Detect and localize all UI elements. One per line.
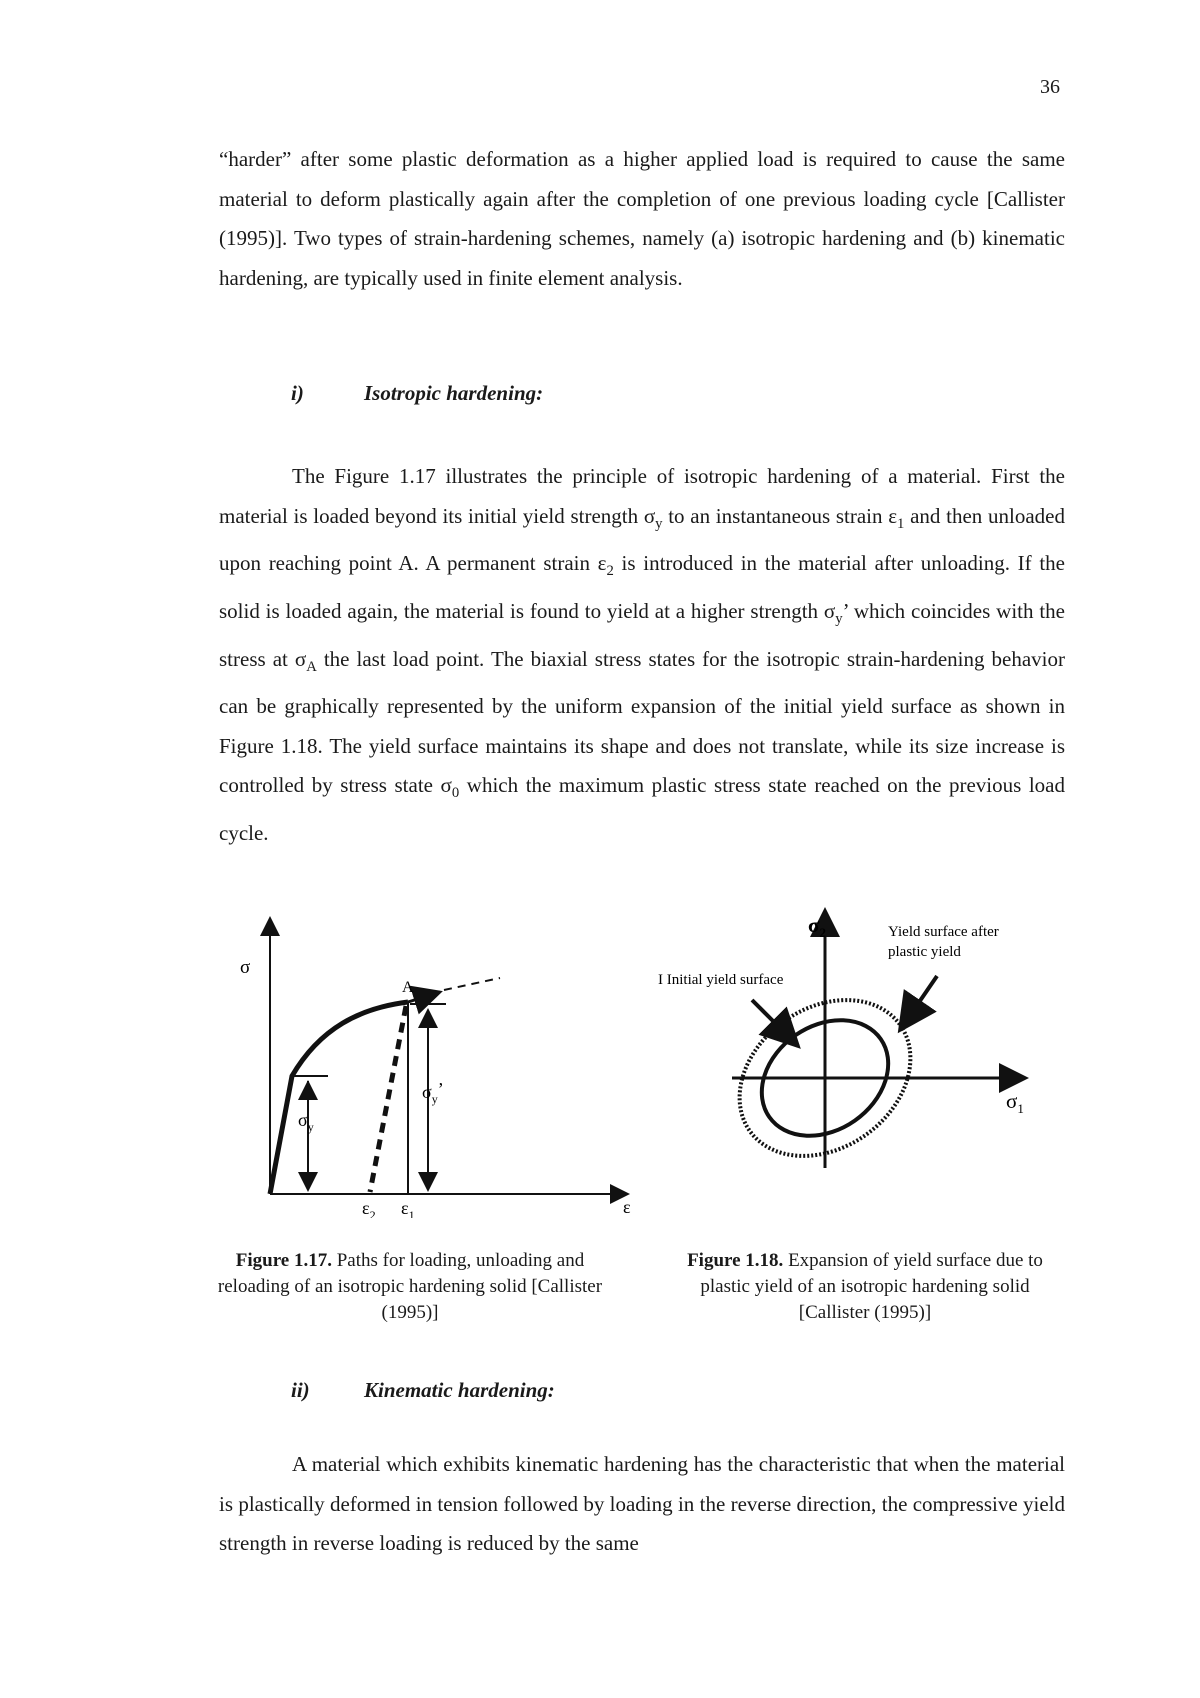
eps1-label: $\varepsilon_1$ xyxy=(401,1198,415,1218)
heading-title: Isotropic hardening: xyxy=(364,381,544,405)
sigma2-label: $\sigma_2$ xyxy=(808,913,826,940)
point-a-label: A xyxy=(402,979,414,996)
initial-yield-label: I Initial yield surface xyxy=(658,972,784,988)
sigma-y-prime-label: $\sigma_y$’ xyxy=(422,1079,444,1106)
eps2-label: $\varepsilon_2$ xyxy=(362,1198,376,1218)
paragraph-isotropic: The Figure 1.17 illustrates the principle of isotropic hardening of a material. First the material is loaded beyond its initial yield strength $\sigma_y$ to an instantaneous strain $\varepsilon_1$ and then unloaded upon reaching point A. A permanent strain $\varepsilon_2$ is introduced in the material after unloading. If the solid is loaded again, the material is found to yield at a higher strength $\sigma_y$’ which coincides with the stress at $\sigma_A$ the last load point. The biaxial stress states for the isotropic strain-hardening behavior can be graphically represented by the uniform expansion of the initial yield surface as shown in Figure 1.18. The yield surface maintains its shape and does not translate, while its size increase is controlled by stress state $\sigma_0$ which the maximum plastic stress state reached on the previous load cycle. xyxy=(219,464,1065,845)
paragraph-kinematic: A material which exhibits kinematic hardening has the characteristic that when the material is plastically deformed in tension followed by loading in the reverse direction, the compressive yield strength in reverse loading is reduced by the same xyxy=(219,1452,1065,1555)
figure-1-18 xyxy=(640,898,1060,1178)
expanded-surface-pointer xyxy=(900,976,937,1030)
heading-number: i) xyxy=(291,381,304,405)
stress-axis-label: σ xyxy=(240,957,251,978)
paragraph-intro: “harder” after some plastic deformation as a higher applied load is required to cause the same material to deform plastically again after the completion of one previous loading cycle [Callister (1995)]. Two types of strain-hardening schemes, namely (a) isotropic hardening and (b) kinematic hardening, are typically used in finite element analysis. xyxy=(219,147,1065,290)
figure-1-17 xyxy=(230,898,650,1218)
strain-axis-label: ε xyxy=(623,1197,631,1217)
heading-kinematic xyxy=(291,1378,555,1403)
unloading-path xyxy=(370,1006,406,1192)
sigma-y-label: $\sigma_y$ xyxy=(298,1110,314,1134)
caption-figure-1-17: Figure 1.17. Paths for loading, unloading and reloading of an isotropic hardening solid [Callister (1995)] xyxy=(217,1250,603,1323)
page-number: 36 xyxy=(1040,76,1060,98)
heading-title: Kinematic hardening: xyxy=(364,1378,555,1402)
initial-surface-pointer xyxy=(752,1000,798,1046)
heading-isotropic xyxy=(291,381,543,406)
after-yield-label-line2: plastic yield xyxy=(888,944,961,960)
caption-figure-1-18: Figure 1.18. Expansion of yield surface due to plastic yield of an isotropic hardening solid [Callister (1995)] xyxy=(687,1250,1043,1323)
heading-number: ii) xyxy=(291,1378,310,1402)
sigma1-label: $\sigma_1$ xyxy=(1006,1089,1024,1116)
after-yield-label-line1: Yield surface after xyxy=(888,924,999,940)
